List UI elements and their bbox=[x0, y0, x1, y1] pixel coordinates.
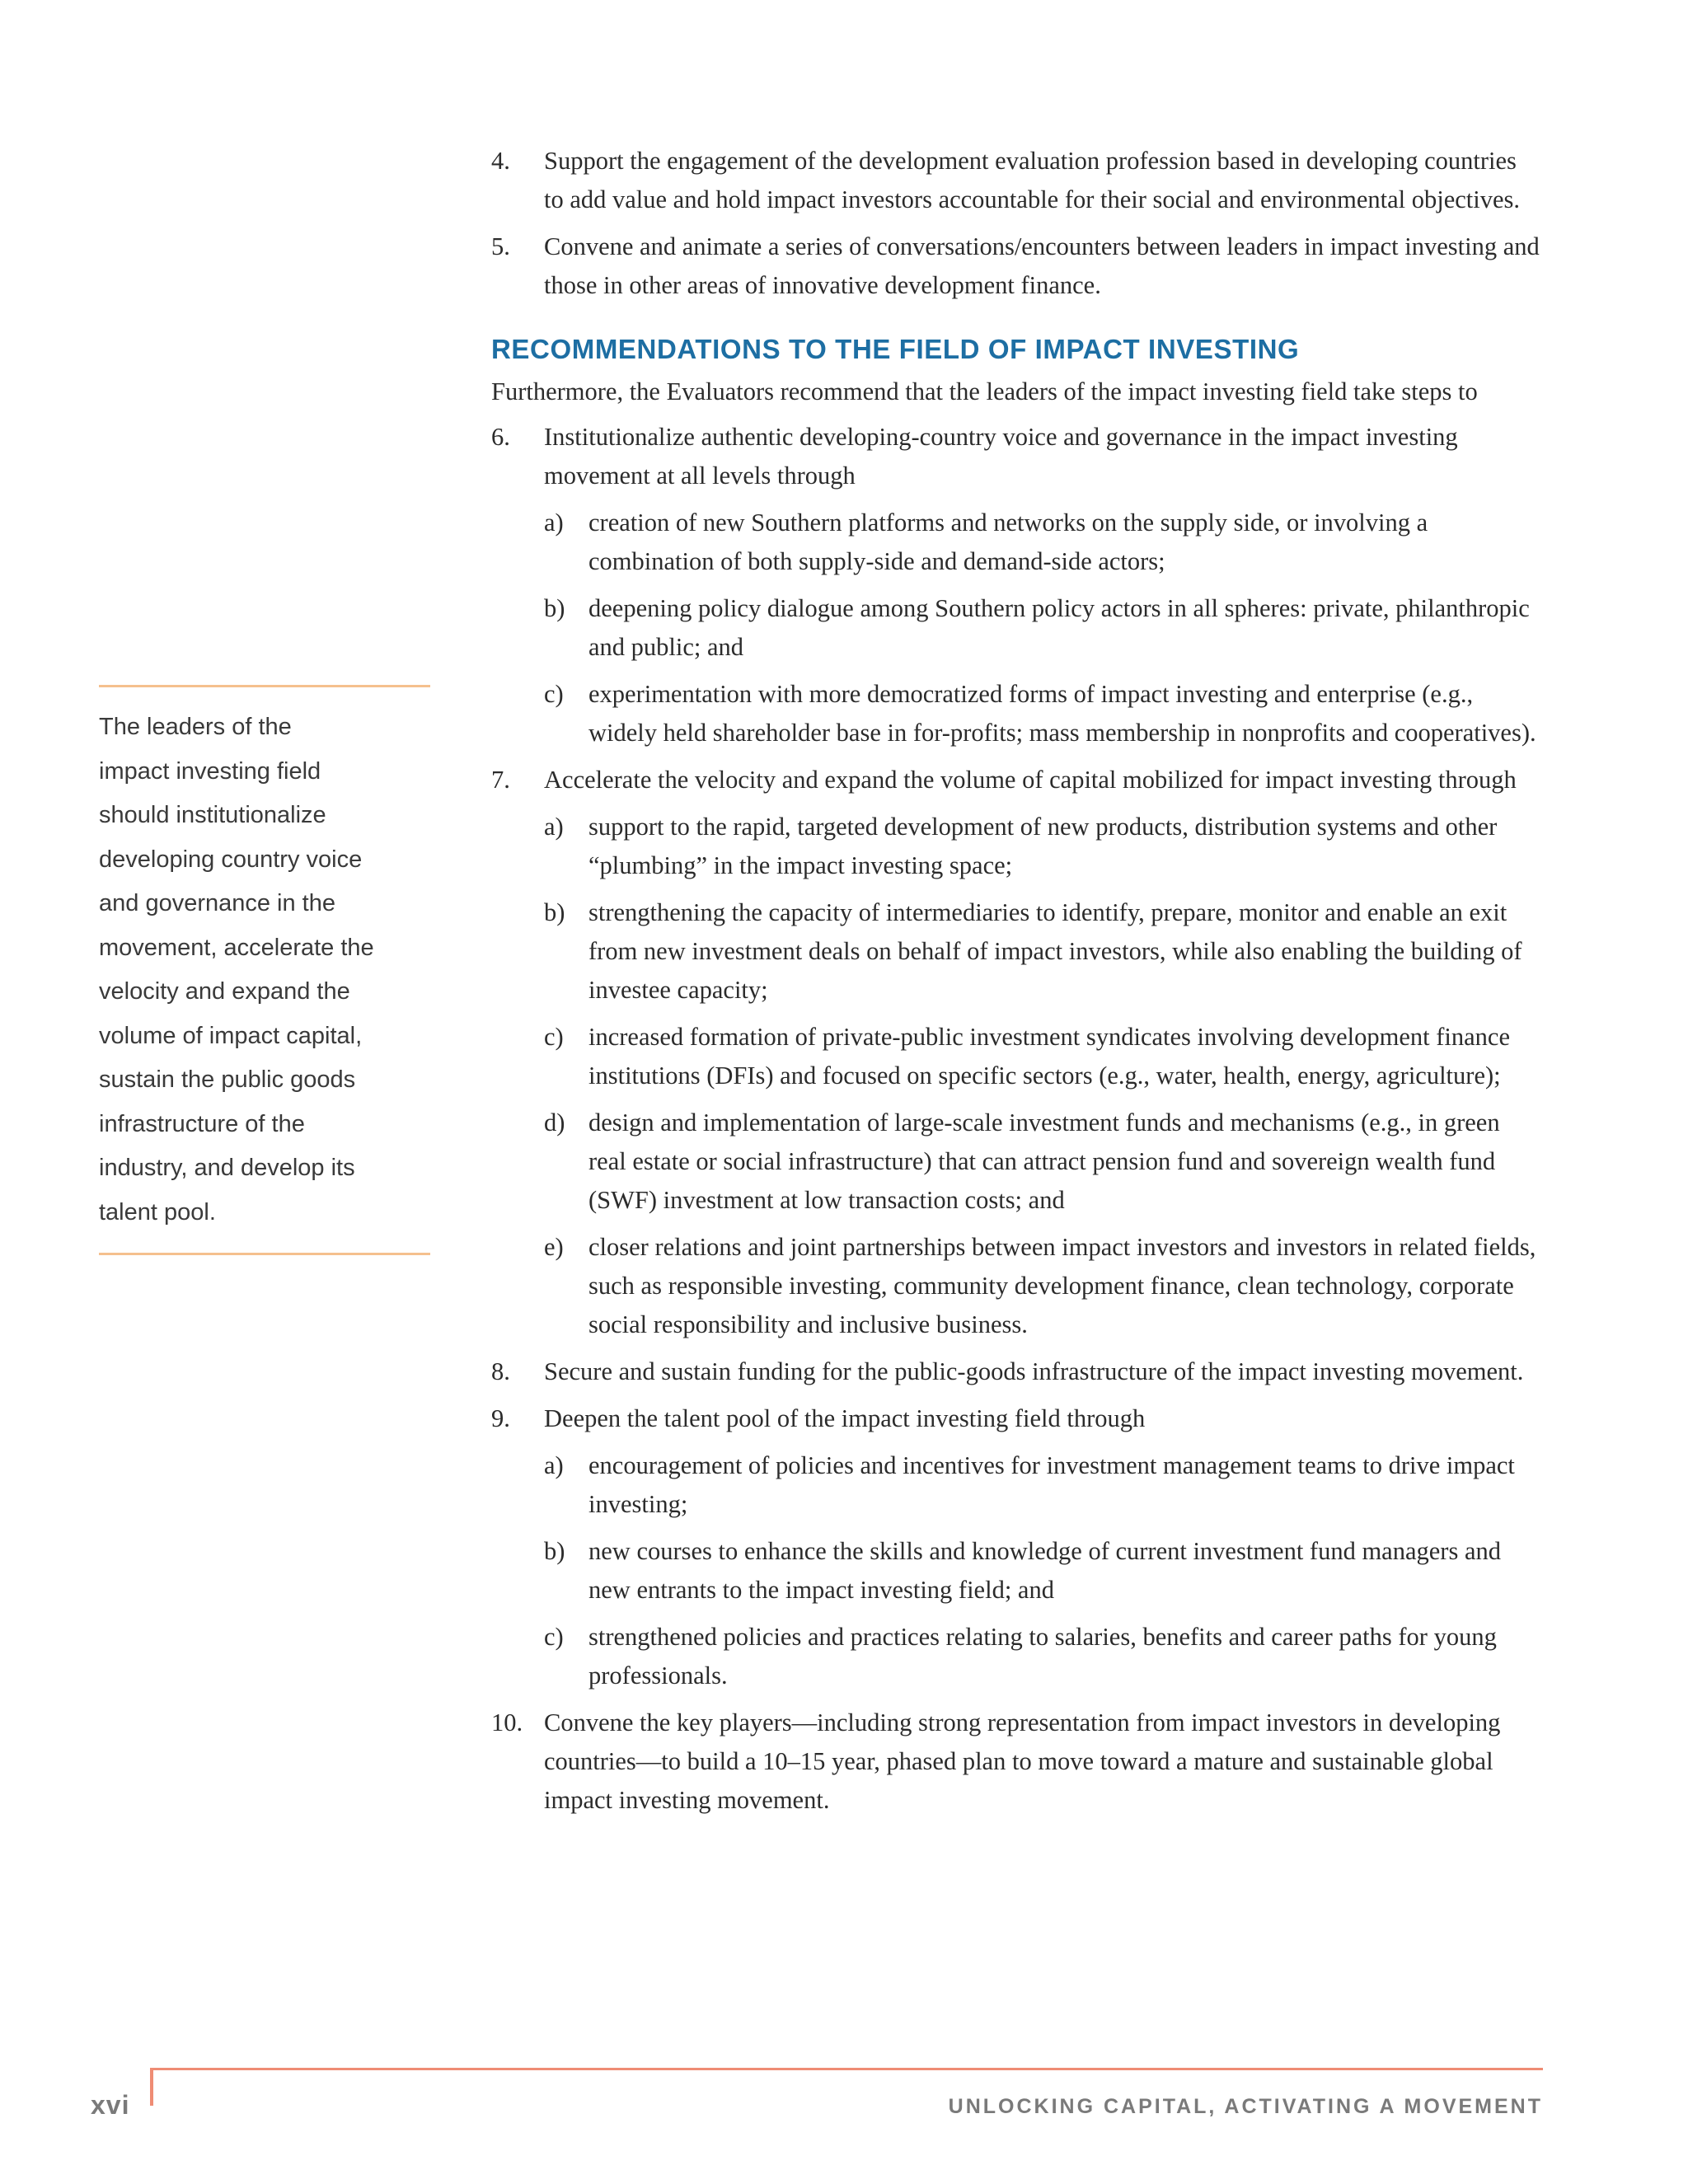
recommendations-list bbox=[491, 418, 1542, 1820]
pull-quote-line: sustain the public goods bbox=[99, 1066, 356, 1093]
sub-list-letter: c) bbox=[544, 680, 564, 708]
sub-list-letter: a) bbox=[544, 813, 564, 841]
sub-list bbox=[544, 504, 1542, 752]
page-number: xvi bbox=[91, 2090, 130, 2120]
section-intro: Furthermore, the Evaluators recommend that the leaders of the impact investing field take steps to bbox=[491, 377, 1478, 405]
sub-list-text: experimentation with more democratized forms of impact investing and enterprise (e.g., widely held shareholder base in for-profits; mass membership in nonprofits and cooperatives). bbox=[588, 680, 1536, 747]
sub-list-letter: d) bbox=[544, 1108, 565, 1137]
pull-quote-line: talent pool. bbox=[99, 1198, 216, 1226]
sub-list-text: design and implementation of large-scale investment funds and mechanisms (e.g., in green real estate or social infrastructure) that can attract pension fund and sovereign wealth fund (SWF) investment at low transaction costs; and bbox=[588, 1108, 1500, 1214]
pull-quote-line: industry, and develop its bbox=[99, 1155, 355, 1181]
list-item bbox=[491, 418, 1542, 752]
pull-quote-line: impact investing field bbox=[99, 757, 321, 785]
sub-list-item bbox=[544, 893, 1542, 1010]
sub-list-text: support to the rapid, targeted development of new products, distribution systems and other “plumbing” in the impact investing space; bbox=[588, 813, 1498, 879]
sub-list-letter: a) bbox=[544, 509, 564, 537]
sub-list-letter: c) bbox=[544, 1023, 564, 1051]
sub-list-item bbox=[544, 808, 1542, 885]
sub-list-item bbox=[544, 589, 1542, 667]
sub-list-item bbox=[544, 1618, 1542, 1695]
sub-list-text: strengthening the capacity of intermediaries to identify, prepare, monitor and enable an exit from new investment deals on behalf of impact investors, while also enabling the building of investee capacity; bbox=[588, 898, 1522, 1004]
sub-list-item bbox=[544, 675, 1542, 752]
numbered-list-top bbox=[491, 142, 1542, 305]
sub-list-text: new courses to enhance the skills and knowledge of current investment fund managers and new entrants to the impact investing field; and bbox=[588, 1537, 1501, 1604]
pull-quote-line: volume of impact capital, bbox=[99, 1022, 363, 1049]
list-item-text: Accelerate the velocity and expand the volume of capital mobilized for impact investing through bbox=[544, 766, 1517, 794]
sub-list-letter: e) bbox=[544, 1233, 564, 1261]
sub-list-letter: a) bbox=[544, 1451, 564, 1479]
running-title: UNLOCKING CAPITAL, ACTIVATING A MOVEMENT bbox=[948, 2095, 1543, 2118]
sub-list bbox=[544, 808, 1542, 1344]
list-item-text: Deepen the talent pool of the impact investing field through bbox=[544, 1404, 1146, 1432]
sub-list-item bbox=[544, 1446, 1542, 1524]
sub-list-text: deepening policy dialogue among Southern policy actors in all spheres: private, philanthropic and public; and bbox=[588, 594, 1530, 661]
list-item bbox=[491, 1399, 1542, 1695]
sub-list-text: encouragement of policies and incentives for investment management teams to drive impact investing; bbox=[588, 1451, 1515, 1518]
pull-quote bbox=[99, 685, 430, 1255]
list-item-number: 10. bbox=[491, 1708, 523, 1736]
sub-list-item bbox=[544, 1532, 1542, 1610]
sub-list-item bbox=[544, 1104, 1542, 1220]
sub-list-letter: c) bbox=[544, 1623, 564, 1651]
list-item bbox=[491, 142, 1542, 219]
pull-quote-line: developing country voice bbox=[99, 846, 363, 873]
list-item-text: Support the engagement of the development evaluation profession based in developing countries to add value and hold impact investors accountable for their social and environmental objectives. bbox=[544, 147, 1521, 213]
sub-list-text: strengthened policies and practices relating to salaries, benefits and career paths for young professionals. bbox=[588, 1623, 1497, 1690]
footer-rule bbox=[150, 2068, 1543, 2070]
list-item-text: Secure and sustain funding for the public-goods infrastructure of the impact investing movement. bbox=[544, 1357, 1524, 1385]
sub-list bbox=[544, 1446, 1542, 1695]
list-item-number: 6. bbox=[491, 423, 510, 451]
list-item-number: 7. bbox=[491, 766, 510, 794]
section-heading: RECOMMENDATIONS TO THE FIELD OF IMPACT INVESTING bbox=[491, 334, 1300, 364]
sub-list-letter: b) bbox=[544, 594, 565, 622]
sub-list-item bbox=[544, 1018, 1542, 1095]
pull-quote-line: should institutionalize bbox=[99, 802, 326, 828]
pull-quote-line: movement, accelerate the bbox=[99, 934, 374, 961]
list-item-number: 9. bbox=[491, 1404, 510, 1432]
list-item-text: Convene the key players—including strong representation from impact investors in developing countries—to build a 10–15 year, phased plan to move toward a mature and sustainable global impact investing movement. bbox=[544, 1708, 1501, 1814]
pull-quote-line: and governance in the bbox=[99, 890, 335, 916]
sub-list-letter: b) bbox=[544, 1537, 565, 1565]
pull-quote-line: velocity and expand the bbox=[99, 978, 350, 1005]
list-item-number: 5. bbox=[491, 232, 510, 260]
sub-list-letter: b) bbox=[544, 898, 565, 926]
main-column bbox=[491, 142, 1542, 1828]
pull-quote-line: infrastructure of the bbox=[99, 1110, 305, 1137]
sub-list-item bbox=[544, 1228, 1542, 1344]
sub-list-text: increased formation of private-public investment syndicates involving development finance institutions (DFIs) and focused on specific sectors (e.g., water, health, energy, agriculture); bbox=[588, 1023, 1510, 1090]
footer-rule-tick bbox=[150, 2068, 153, 2106]
list-item-number: 8. bbox=[491, 1357, 510, 1385]
list-item-number: 4. bbox=[491, 147, 510, 175]
list-item bbox=[491, 761, 1542, 1344]
pull-quote-line: The leaders of the bbox=[99, 714, 292, 740]
pull-quote-text bbox=[99, 705, 430, 1235]
sub-list-text: closer relations and joint partnerships between impact investors and investors in related fields, such as responsible investing, community development finance, clean technology, corporate social responsibility and inclusive business. bbox=[588, 1233, 1536, 1338]
list-item bbox=[491, 1704, 1542, 1820]
sub-list-text: creation of new Southern platforms and networks on the supply side, or involving a combination of both supply-side and demand-side actors; bbox=[588, 509, 1428, 575]
list-item-text: Convene and animate a series of conversations/encounters between leaders in impact investing and those in other areas of innovative development finance. bbox=[544, 232, 1540, 299]
list-item bbox=[491, 1352, 1542, 1391]
sub-list-item bbox=[544, 504, 1542, 581]
list-item-text: Institutionalize authentic developing-country voice and governance in the impact investing movement at all levels through bbox=[544, 423, 1458, 490]
list-item bbox=[491, 227, 1542, 305]
